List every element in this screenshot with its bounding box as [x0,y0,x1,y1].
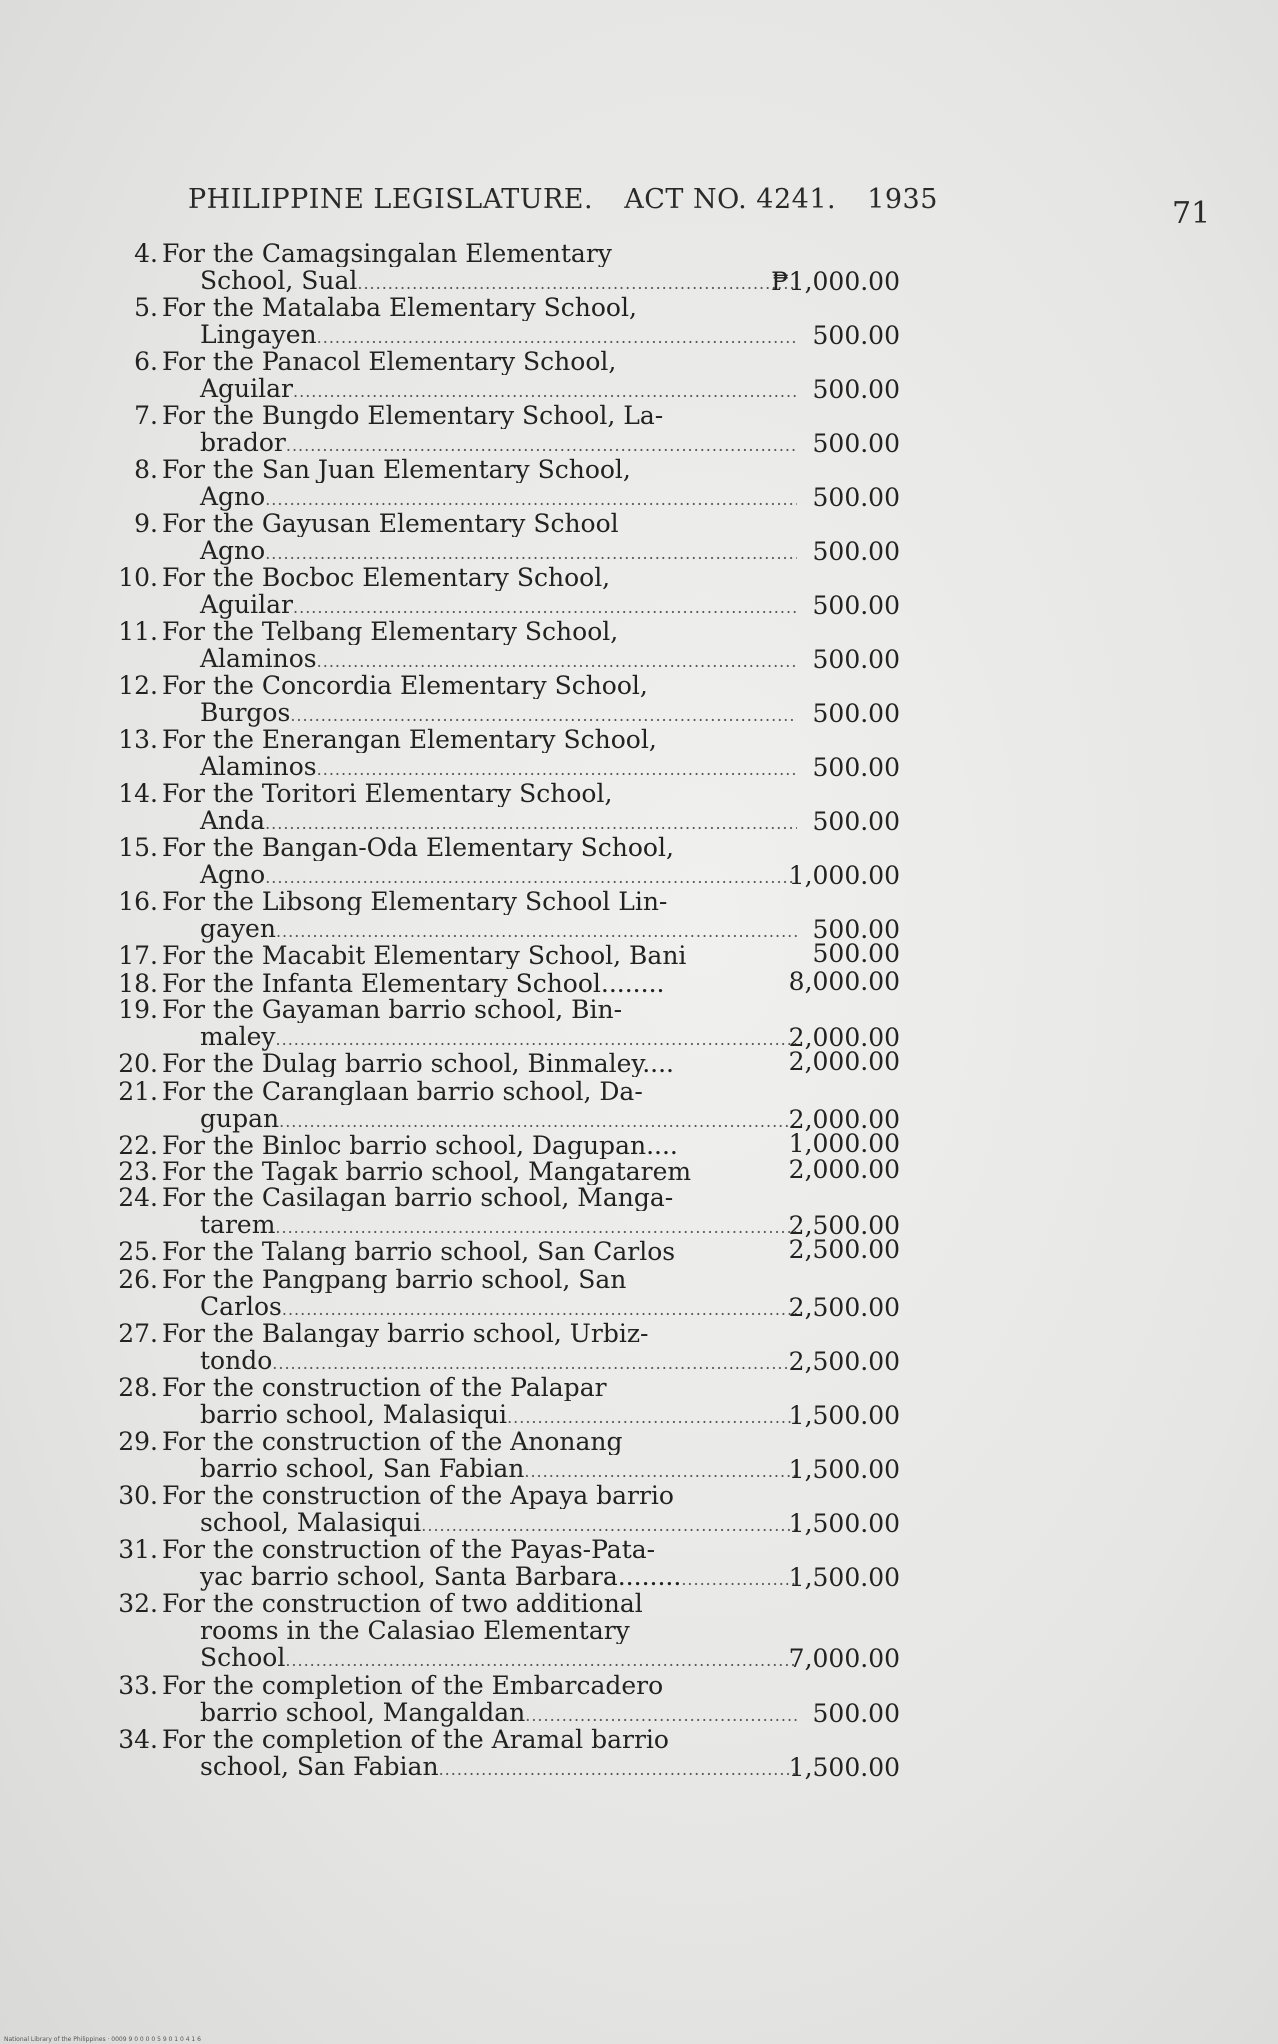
item-number: 10. [118,563,158,592]
item-amount: 500.00 [812,807,900,836]
item-amount: 2,500.00 [788,1211,900,1240]
running-head-legislature: PHILIPPINE LEGISLATURE. [188,184,594,215]
item-number: 9. [134,509,158,538]
item-number: 23. [118,1157,158,1186]
list-item [100,834,900,891]
list-item [100,672,900,729]
item-description-line: gayen [200,915,276,943]
item-description-line: For the Balangay barrio school, Urbiz- [162,1320,649,1347]
item-number: 31. [118,1535,158,1564]
list-item [100,1235,900,1266]
item-description-line: For the San Juan Elementary School, [162,456,631,483]
item-amount: 500.00 [812,753,900,782]
item-description-line: School [200,1644,286,1672]
item-description-line: For the Gayaman barrio school, Bin- [162,996,623,1023]
item-amount: 1,500.00 [788,1509,900,1538]
item-description-line: Burgos [200,699,291,727]
item-amount: 7,000.00 [788,1644,900,1673]
item-description-line: For the construction of the Payas-Pata- [162,1536,656,1563]
item-description-line: yac barrio school, Santa Barbara........ [200,1563,682,1591]
item-description-line: Agno [200,483,266,511]
item-description-line: For the Casilagan barrio school, Manga- [162,1184,674,1211]
list-item [100,348,900,405]
item-number: 26. [118,1265,158,1294]
item-number: 16. [118,887,158,916]
item-number: 13. [118,725,158,754]
item-number: 17. [118,941,158,970]
list-item [100,1047,900,1078]
running-head-act: ACT NO. 4241. [624,184,837,215]
item-description-line: Carlos [200,1293,282,1321]
item-number: 12. [118,671,158,700]
list-item [100,1184,900,1241]
item-description-line: For the Matalaba Elementary School, [162,294,637,321]
list-item [100,1590,900,1674]
item-number: 28. [118,1373,158,1402]
list-item [100,939,900,970]
list-item [100,967,900,998]
list-item [100,510,900,567]
item-number: 15. [118,833,158,862]
list-item [100,1726,900,1783]
item-number: 25. [118,1237,158,1266]
item-amount: 500.00 [812,699,900,728]
item-description-line: For the Camagsingalan Elementary [162,240,612,267]
list-item [100,1155,900,1186]
item-description-line: For the Macabit Elementary School, Bani [162,942,687,969]
item-description-line: barrio school, Mangaldan [200,1699,526,1727]
item-description-line: For the Enerangan Elementary School, [162,726,657,753]
item-description-line: Aguilar [200,375,294,403]
item-number: 27. [118,1319,158,1348]
item-number: 18. [118,969,158,998]
item-description-line: For the Tagak barrio school, Mangatarem [162,1158,692,1185]
item-description-line: Alaminos [200,645,317,673]
item-amount: ₱1,000.00 [771,267,900,296]
item-amount: 2,500.00 [788,1293,900,1322]
item-description-line: For the Bungdo Elementary School, La- [162,402,664,429]
list-item [100,294,900,351]
item-amount: 500.00 [812,429,900,458]
item-number: 4. [134,239,158,268]
item-number: 14. [118,779,158,808]
item-description-line: tarem [200,1211,276,1239]
running-head-year: 1935 [867,184,938,215]
list-item [100,1374,900,1431]
list-item [100,888,900,945]
item-description-line: Aguilar [200,591,294,619]
list-item [100,1320,900,1377]
item-description-line: For the Infanta Elementary School........ [162,970,665,997]
item-number: 32. [118,1589,158,1618]
item-number: 19. [118,995,158,1024]
item-amount: 500.00 [812,483,900,512]
list-item [100,1266,900,1323]
item-description-line: For the Caranglaan barrio school, Da- [162,1078,643,1105]
item-amount: 500.00 [812,915,900,944]
item-description-line: For the construction of two additional [162,1590,643,1617]
item-description-line: gupan [200,1105,280,1133]
item-description-line: For the Telbang Elementary School, [162,618,619,645]
item-number: 5. [134,293,158,322]
item-amount: 500.00 [812,375,900,404]
scan-footer: National Library of the Philippines · 0009 9 0 0 0 0 5 9 0 1 0 4 1 6 [4,2036,201,2043]
list-item [100,564,900,621]
item-description-line: barrio school, Malasiqui [200,1401,508,1429]
item-description-line: school, Malasiqui [200,1509,422,1537]
item-description-line: tondo [200,1347,273,1375]
item-description-line: rooms in the Calasiao Elementary [200,1617,630,1644]
item-amount: 500.00 [812,1699,900,1728]
item-amount: 1,000.00 [788,1129,900,1158]
item-description-line: For the Dulag barrio school, Binmaley.... [162,1050,674,1077]
item-amount: 1,500.00 [788,1753,900,1782]
item-description-line: Anda [200,807,266,835]
item-description-line: Agno [200,861,266,889]
list-item [100,618,900,675]
item-description-line: Lingayen [200,321,317,349]
item-description-line: For the Toritori Elementary School, [162,780,613,807]
item-number: 34. [118,1725,158,1754]
item-number: 8. [134,455,158,484]
list-item [100,1428,900,1485]
list-item [100,1672,900,1729]
item-description-line: For the Talang barrio school, San Carlos [162,1238,676,1265]
item-description-line: For the Gayusan Elementary School [162,510,619,537]
item-description-line: For the Panacol Elementary School, [162,348,617,375]
item-description-line: brador [200,429,286,457]
item-description-line: For the Libsong Elementary School Lin- [162,888,668,915]
page-number: 71 [1172,196,1211,231]
item-amount: 2,500.00 [788,1235,900,1264]
item-amount: 2,000.00 [788,1155,900,1184]
item-description-line: For the construction of the Anonang [162,1428,623,1455]
item-amount: 500.00 [812,537,900,566]
list-item [100,996,900,1053]
list-item [100,1129,900,1160]
item-amount: 2,000.00 [788,1023,900,1052]
running-head [188,184,960,215]
item-amount: 2,500.00 [788,1347,900,1376]
item-number: 21. [118,1077,158,1106]
item-description-line: For the Binloc barrio school, Dagupan.... [162,1132,678,1159]
list-item [100,456,900,513]
item-number: 7. [134,401,158,430]
item-description-line: For the Concordia Elementary School, [162,672,648,699]
list-item [100,1536,900,1593]
item-description-line: School, Sual [200,267,358,295]
item-amount: 2,000.00 [788,1105,900,1134]
item-amount: 500.00 [812,939,900,968]
item-description-line: Agno [200,537,266,565]
list-item [100,1482,900,1539]
item-number: 24. [118,1183,158,1212]
item-description-line: For the completion of the Embarcadero [162,1672,664,1699]
list-item [100,402,900,459]
item-description-continuation [162,1617,797,1644]
item-number: 22. [118,1131,158,1160]
list-item [100,726,900,783]
item-number: 33. [118,1671,158,1700]
list-item [100,240,900,297]
item-description-line: For the Bangan-Oda Elementary School, [162,834,674,861]
item-description-line: For the Bocboc Elementary School, [162,564,611,591]
item-amount: 500.00 [812,645,900,674]
item-description-line: For the construction of the Apaya barrio [162,1482,674,1509]
item-number: 11. [118,617,158,646]
item-description-line: school, San Fabian [200,1753,439,1781]
list-item [100,780,900,837]
item-amount: 2,000.00 [788,1047,900,1076]
item-number: 6. [134,347,158,376]
item-amount: 1,500.00 [788,1401,900,1430]
item-amount: 500.00 [812,591,900,620]
item-description-line: maley [200,1023,276,1051]
item-description-line: barrio school, San Fabian [200,1455,525,1483]
item-amount: 1,500.00 [788,1455,900,1484]
item-amount: 500.00 [812,321,900,350]
item-amount: 8,000.00 [788,967,900,996]
item-amount: 1,500.00 [788,1563,900,1592]
item-description-line: For the completion of the Aramal barrio [162,1726,669,1753]
item-number: 20. [118,1049,158,1078]
item-description-line: Alaminos [200,753,317,781]
item-number: 30. [118,1481,158,1510]
list-item [100,1078,900,1135]
item-number: 29. [118,1427,158,1456]
item-description-line: For the construction of the Palapar [162,1374,607,1401]
item-description-line: For the Pangpang barrio school, San [162,1266,627,1293]
item-amount: 1,000.00 [788,861,900,890]
